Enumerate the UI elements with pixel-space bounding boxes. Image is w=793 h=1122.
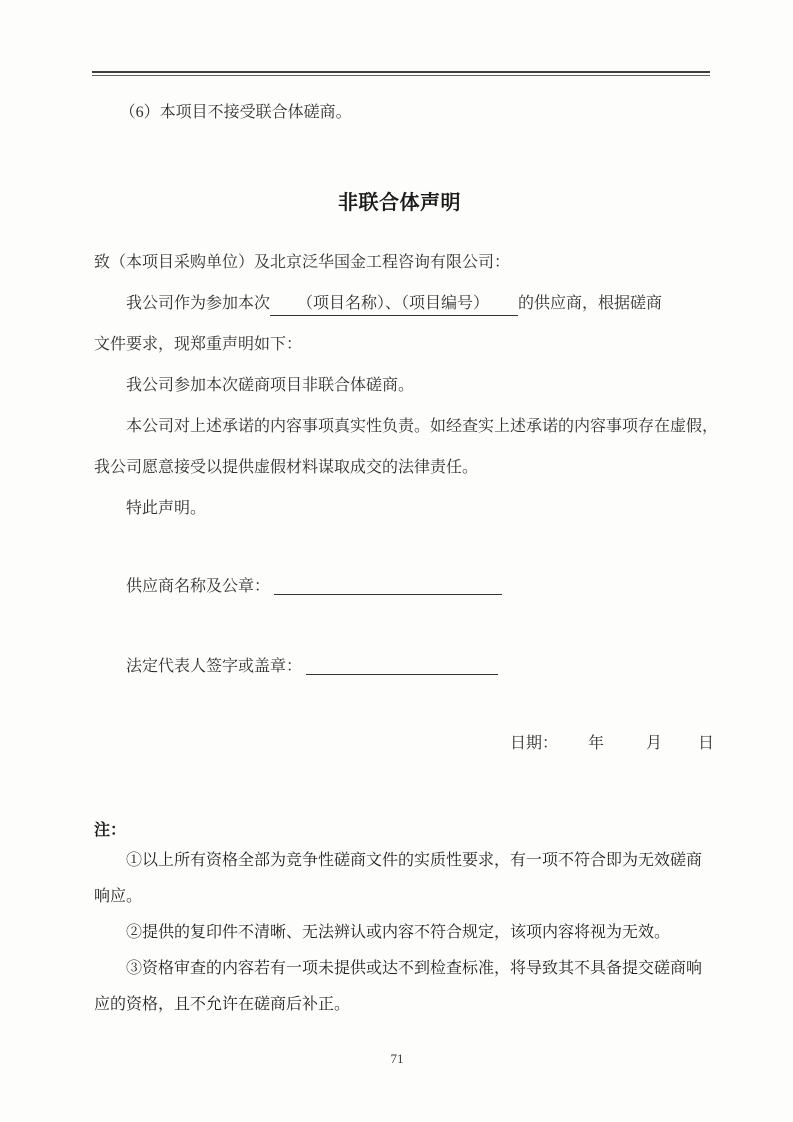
note-line-2: ②提供的复印件不清晰、无法辨认或内容不符合规定，该项内容将视为无效。 xyxy=(126,924,671,941)
supplier-line-prefix: 我公司作为参加本次 xyxy=(126,295,271,312)
signature-line-supplier xyxy=(94,566,705,607)
note-line-1a: ①以上所有资格全部为竞争性磋商文件的实质性要求，有一项不符合即为无效磋商 xyxy=(126,852,703,869)
responsibility-statement-line1: 本公司对上述承诺的内容事项真实性负责。如经查实上述承诺的内容事项存在虚假， xyxy=(126,418,719,435)
date-line xyxy=(510,723,714,764)
supplier-blank-line xyxy=(94,283,705,324)
declaration-body xyxy=(94,242,719,529)
note-line-1b: 响应。 xyxy=(94,888,143,905)
salutation-line: 致（本项目采购单位）及北京泛华国金工程咨询有限公司： xyxy=(94,254,511,271)
project-name-number-blank xyxy=(270,295,518,316)
supplier-seal-label: 供应商名称及公章： xyxy=(126,578,271,595)
clause-item-6: （6）本项目不接受联合体磋商。 xyxy=(119,104,352,121)
notes-section xyxy=(94,843,705,1023)
date-label: 日期： xyxy=(510,735,559,752)
signature-line-legal-rep xyxy=(94,646,705,687)
date-day-label: 日 xyxy=(698,735,715,752)
legal-rep-signature-blank xyxy=(306,660,498,675)
page-number: 71 xyxy=(390,1051,404,1066)
header-divider-rule xyxy=(92,71,710,76)
notes-heading: 注： xyxy=(94,822,127,839)
note-line-3b: 应的资格，且不允许在磋商后补正。 xyxy=(94,996,351,1013)
hereby-declare-line: 特此声明。 xyxy=(126,500,207,517)
note-line-3a: ③资格审查的内容若有一项未提供或达不到检查标准，将导致其不具备提交磋商响 xyxy=(126,960,703,977)
responsibility-statement-line2: 我公司愿意接受以提供虚假材料谋取成交的法律责任。 xyxy=(94,459,479,476)
date-year-label: 年 xyxy=(588,735,605,752)
legal-rep-label: 法定代表人签字或盖章： xyxy=(126,658,303,675)
project-name-number-label: （项目名称）、（项目编号） xyxy=(297,295,490,312)
document-title: 非联合体声明 xyxy=(338,192,461,214)
supplier-seal-blank xyxy=(274,580,502,595)
participate-statement: 我公司参加本次磋商项目非联合体磋商。 xyxy=(126,377,415,394)
supplier-line-suffix: 的供应商，根据磋商 xyxy=(518,295,663,312)
date-month-label: 月 xyxy=(646,735,663,752)
supplier-line-continuation: 文件要求，现郑重声明如下： xyxy=(94,336,303,353)
